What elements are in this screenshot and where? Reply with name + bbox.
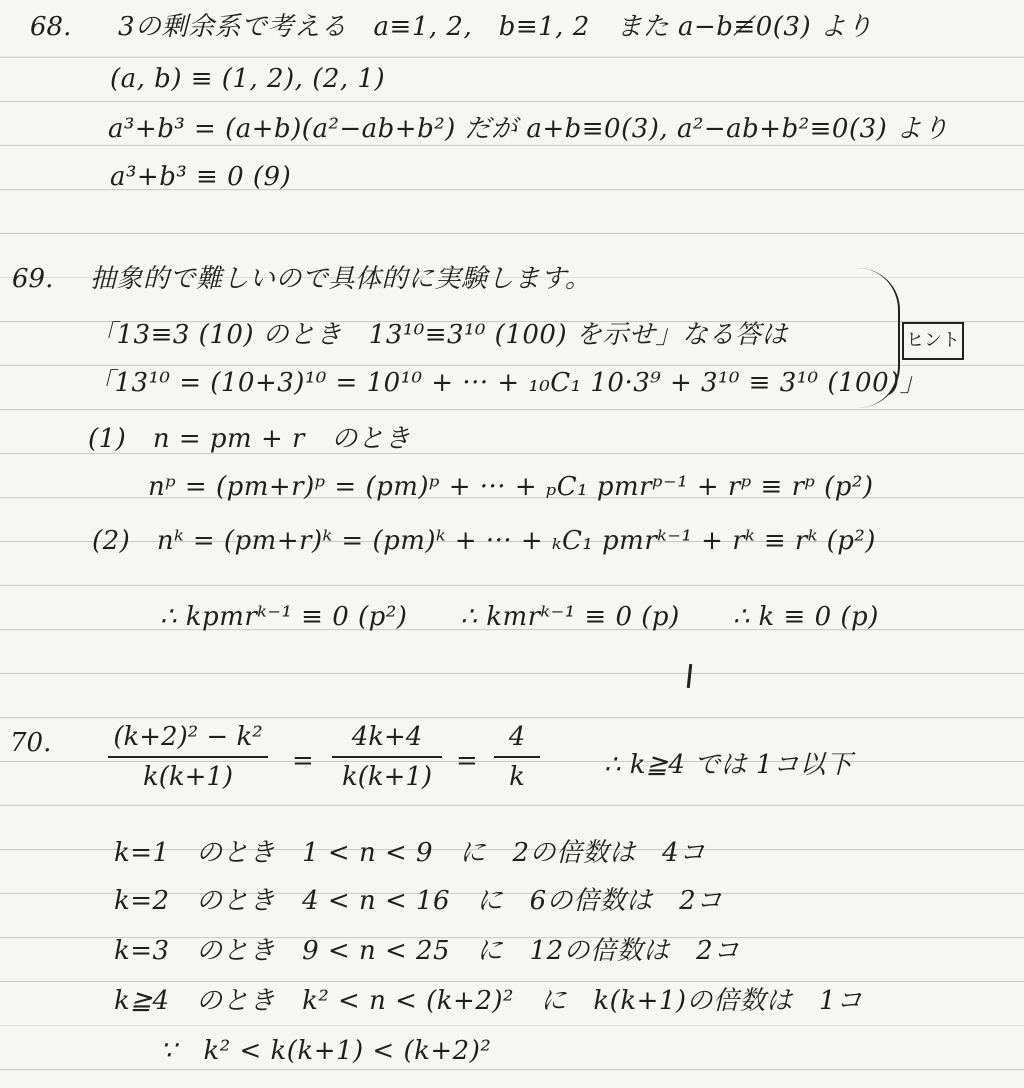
- problem-70-line-2: k=2 のとき 4 < n < 16 に 6の倍数は 2コ: [114, 886, 723, 916]
- fraction-2-denominator: k(k+1): [341, 762, 433, 792]
- fraction-1-denominator: k(k+1): [142, 762, 234, 792]
- hint-box: ヒント: [902, 322, 964, 360]
- problem-69-line-2: 「13≡3 (10) のとき 13¹⁰≡3¹⁰ (100) を示せ」なる答は: [90, 320, 788, 350]
- problem-69-line-7: ∴ kpmrᵏ⁻¹ ≡ 0 (p²) ∴ kmrᵏ⁻¹ ≡ 0 (p) ∴ k ≡ 0 (p): [160, 602, 879, 632]
- fraction-1-numerator: (k+2)² − k²: [113, 722, 263, 752]
- problem-69-line-4: (1) n = pm + r のとき: [88, 424, 411, 454]
- problem-70-line-1: k=1 のとき 1 < n < 9 に 2の倍数は 4コ: [114, 838, 706, 868]
- problem-68-number: 68.: [30, 12, 72, 42]
- problem-68-line-2: (a, b) ≡ (1, 2), (2, 1): [110, 64, 386, 94]
- problem-70-conclusion: ∴ k≧4 では 1コ以下: [604, 750, 853, 780]
- end-mark: [687, 664, 692, 688]
- problem-70-line-3: k=3 のとき 9 < n < 25 に 12の倍数は 2コ: [114, 936, 740, 966]
- problem-70-line-5: ∵ k² < k(k+1) < (k+2)²: [160, 1036, 492, 1066]
- equals-1: =: [292, 746, 315, 776]
- fraction-3-numerator: 4: [508, 722, 526, 752]
- fraction-3: [494, 722, 540, 792]
- problem-68-line-3: a³+b³ = (a+b)(a²−ab+b²) だが a+b≡0(3), a²−ab+b²≡0(3) より: [108, 114, 950, 144]
- problem-70-line-4: k≧4 のとき k² < n < (k+2)² に k(k+1)の倍数は 1コ: [114, 986, 863, 1016]
- problem-69-line-6: (2) nᵏ = (pm+r)ᵏ = (pm)ᵏ + ··· + ₖC₁ pmrᵏ⁻¹ + rᵏ ≡ rᵏ (p²): [92, 526, 876, 556]
- fraction-3-denominator: k: [509, 762, 525, 792]
- fraction-1-bar: [108, 756, 268, 758]
- fraction-2: [332, 722, 442, 792]
- problem-70-number: 70.: [10, 728, 52, 758]
- fraction-2-numerator: 4k+4: [351, 722, 423, 752]
- problem-69-number: 69.: [12, 264, 54, 294]
- problem-69-line-3: 「13¹⁰ = (10+3)¹⁰ = 10¹⁰ + ··· + ₁₀C₁ 10·3⁹ + 3¹⁰ ≡ 3¹⁰ (100)」: [88, 368, 927, 398]
- problem-68-line-4: a³+b³ ≡ 0 (9): [110, 162, 292, 192]
- equals-2: =: [456, 746, 479, 776]
- fraction-1: [108, 722, 268, 792]
- fraction-2-bar: [332, 756, 442, 758]
- problem-69-line-1: 抽象的で難しいので具体的に実験します。: [90, 264, 592, 294]
- problem-69-line-5: nᵖ = (pm+r)ᵖ = (pm)ᵖ + ··· + ₚC₁ pmrᵖ⁻¹ + rᵖ ≡ rᵖ (p²): [148, 472, 874, 502]
- fraction-3-bar: [494, 756, 540, 758]
- hint-brace: [858, 268, 900, 408]
- problem-68-line-1: 3の剰余系で考える a≡1, 2, b≡1, 2 また a−b≢0(3) より: [118, 12, 873, 42]
